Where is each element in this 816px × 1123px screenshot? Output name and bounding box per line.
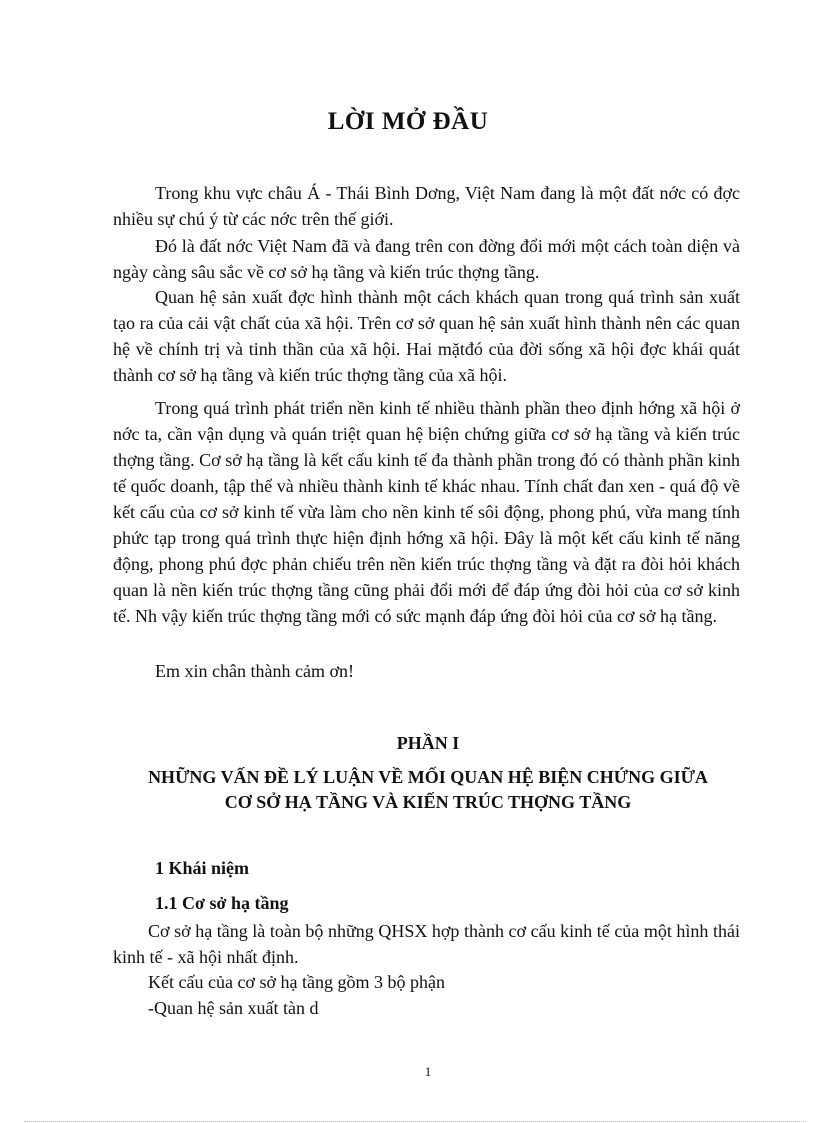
section-heading-1-1: 1.1 Cơ sở hạ tầng	[155, 893, 289, 913]
intro-paragraph-2: Đó là đất nớc Việt Nam đã và đang trên con đờng đổi mới một cách toàn diện và ngày càng sâu sắc về cơ sở hạ tầng và kiến trúc thợng tầng.	[113, 236, 740, 282]
structure-line: Kết cấu của cơ sở hạ tầng gồm 3 bộ phận	[148, 972, 445, 992]
intro-paragraph-1: Trong khu vực châu Á - Thái Bình Dơng, Việt Nam đang là một đất nớc có đợc nhiều sự chú ý từ các nớc trên thế giới.	[113, 183, 740, 229]
closing-line: Em xin chân thành cảm ơn!	[155, 661, 354, 681]
part-title-line-2: CƠ SỞ HẠ TẦNG VÀ KIẾN TRÚC THỢNG TẦNG	[224, 792, 632, 812]
body-paragraph: Cơ sở hạ tầng là toàn bộ những QHSX hợp thành cơ cấu kinh tế của một hình thái kinh tế - xã hội nhất định.	[113, 921, 740, 967]
section-heading-1: 1 Khái niệm	[155, 858, 250, 878]
part-heading: PHẦN I	[396, 733, 460, 753]
part-title-line-1: NHỮNG VẤN ĐỀ LÝ LUẬN VỀ MỐI QUAN HỆ BIỆN CHỨNG GIỮA	[148, 767, 708, 787]
list-item: -Quan hệ sản xuất tàn d	[148, 998, 319, 1018]
page-divider	[24, 1121, 806, 1122]
document-title: LỜI MỞ ĐẦU	[327, 108, 489, 135]
page-number: 1	[424, 1064, 432, 1079]
intro-paragraph-3: Quan hệ sản xuất đợc hình thành một cách khách quan trong quá trình sản xuất tạo ra của cải vật chất của xã hội. Trên cơ sở quan hệ sản xuất hình thành nên các quan hệ về chính trị và tinh thần của xã hội. Hai mặtđó của đời sống xã hội đợc khái quát thành cơ sở hạ tầng và kiến trúc thợng tầng của xã hội.	[113, 287, 740, 385]
intro-paragraph-4: Trong quá trình phát triển nền kinh tế nhiều thành phần theo định hớng xã hội ở nớc ta, cần vận dụng và quán triệt quan hệ biện chứng giữa cơ sở hạ tầng và kiến trúc thợng tầng. Cơ sở hạ tầng là kết cấu kinh tế đa thành phần trong đó có thành phần kinh tế quốc doanh, tập thể và nhiều thành kinh tế khác nhau. Tính chất đan xen - quá độ về kết cấu của cơ sở kinh tế vừa làm cho nền kinh tế sôi động, phong phú, vừa mang tính phức tạp trong quá trình thực hiện định hớng xã hội. Đây là một kết cấu kinh tế năng động, phong phú đợc phản chiếu trên nền kiến trúc thợng tầng và đặt ra đòi hỏi khách quan là nền kiến trúc thợng tầng cũng phải đổi mới để đáp ứng đòi hỏi của cơ sở kinh tế. Nh vậy kiến trúc thợng tầng mới có sức mạnh đáp ứng đòi hỏi của cơ sở hạ tầng.	[113, 398, 740, 626]
